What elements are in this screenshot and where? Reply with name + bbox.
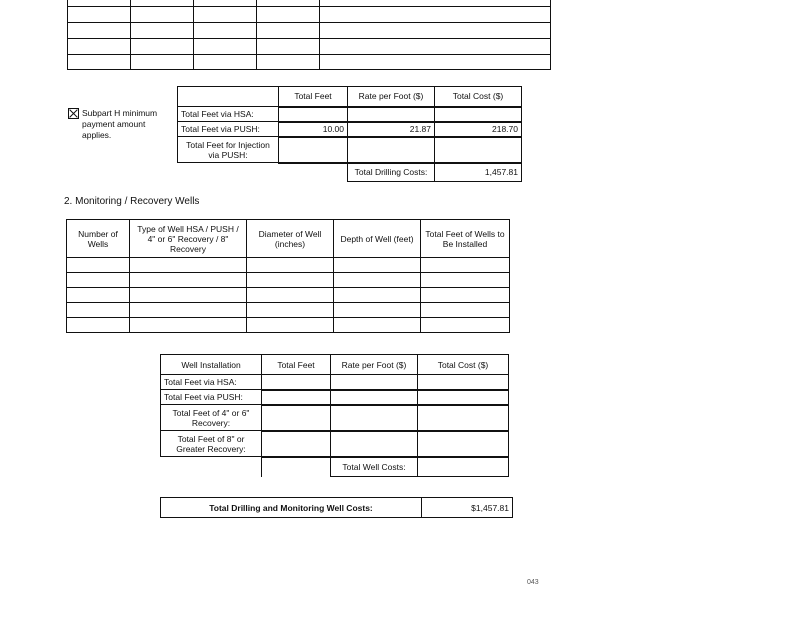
row-label-hsa: Total Feet via HSA: (161, 375, 262, 390)
table-row (67, 273, 510, 288)
header-diameter: Diameter of Well (inches) (247, 220, 334, 258)
cell-total-feet[interactable] (279, 137, 348, 163)
row-label-push: Total Feet via PUSH: (161, 390, 262, 405)
row-label-injection: Total Feet for Injection via PUSH: (178, 137, 279, 163)
cell-total-feet[interactable] (262, 375, 331, 390)
header-total-feet: Total Feet (279, 87, 348, 107)
total-well-costs-label: Total Well Costs: (331, 457, 418, 477)
table-row (67, 258, 510, 273)
monitoring-wells-table (66, 219, 510, 333)
header-total-feet-wells: Total Feet of Wells to Be Installed (421, 220, 510, 258)
cell-cost[interactable] (418, 405, 509, 431)
top-partial-table (67, 0, 551, 70)
header-rate: Rate per Foot ($) (348, 87, 435, 107)
header-well-installation: Well Installation (161, 355, 262, 375)
cell-total-feet[interactable] (262, 390, 331, 405)
row-label-4-6-recovery: Total Feet of 4" or 6" Recovery: (161, 405, 262, 431)
cell-total-feet[interactable] (262, 405, 331, 431)
well-installation-table (160, 354, 509, 477)
cell-total-feet[interactable] (279, 107, 348, 122)
cell-rate[interactable] (331, 431, 418, 457)
row-label-hsa: Total Feet via HSA: (178, 107, 279, 122)
header-rate: Rate per Foot ($) (331, 355, 418, 375)
cell-cost[interactable] (435, 137, 522, 163)
subpart-h-label: Subpart H minimum payment amount applies. (82, 108, 158, 140)
cell-rate[interactable] (348, 137, 435, 163)
cell-rate[interactable] (348, 107, 435, 122)
row-label-8-recovery: Total Feet of 8" or Greater Recovery: (161, 431, 262, 457)
cell-rate[interactable] (331, 405, 418, 431)
section-2-title: 2. Monitoring / Recovery Wells (64, 196, 200, 207)
header-number-of-wells: Number of Wells (67, 220, 130, 258)
grand-total-label: Total Drilling and Monitoring Well Costs: (161, 498, 422, 518)
page-mark: 043 (527, 579, 539, 586)
cell-rate[interactable] (331, 375, 418, 390)
cell-cost[interactable] (418, 431, 509, 457)
grand-total-table (160, 497, 513, 518)
cell-cost[interactable] (435, 107, 522, 122)
row-label-push: Total Feet via PUSH: (178, 122, 279, 137)
total-drilling-value: 1,457.81 (435, 163, 522, 182)
total-drilling-label: Total Drilling Costs: (348, 163, 435, 182)
cell-cost[interactable] (418, 390, 509, 405)
total-well-costs-value (418, 457, 509, 477)
header-total-cost: Total Cost ($) (435, 87, 522, 107)
table-row (67, 288, 510, 303)
subpart-h-note (68, 108, 168, 140)
cell-cost[interactable] (418, 375, 509, 390)
header-total-feet: Total Feet (262, 355, 331, 375)
header-depth: Depth of Well (feet) (334, 220, 421, 258)
header-type-of-well: Type of Well HSA / PUSH / 4" or 6" Recovery / 8" Recovery (130, 220, 247, 258)
cell-rate[interactable] (331, 390, 418, 405)
header-total-cost: Total Cost ($) (418, 355, 509, 375)
cell-cost[interactable]: 218.70 (435, 122, 522, 137)
drilling-cost-table (177, 86, 522, 182)
cell-rate[interactable]: 21.87 (348, 122, 435, 137)
subpart-h-checkbox[interactable] (68, 108, 79, 119)
table-row (67, 318, 510, 333)
table-row (67, 303, 510, 318)
grand-total-value: $1,457.81 (422, 498, 513, 518)
cell-total-feet[interactable]: 10.00 (279, 122, 348, 137)
cell-total-feet[interactable] (262, 431, 331, 457)
